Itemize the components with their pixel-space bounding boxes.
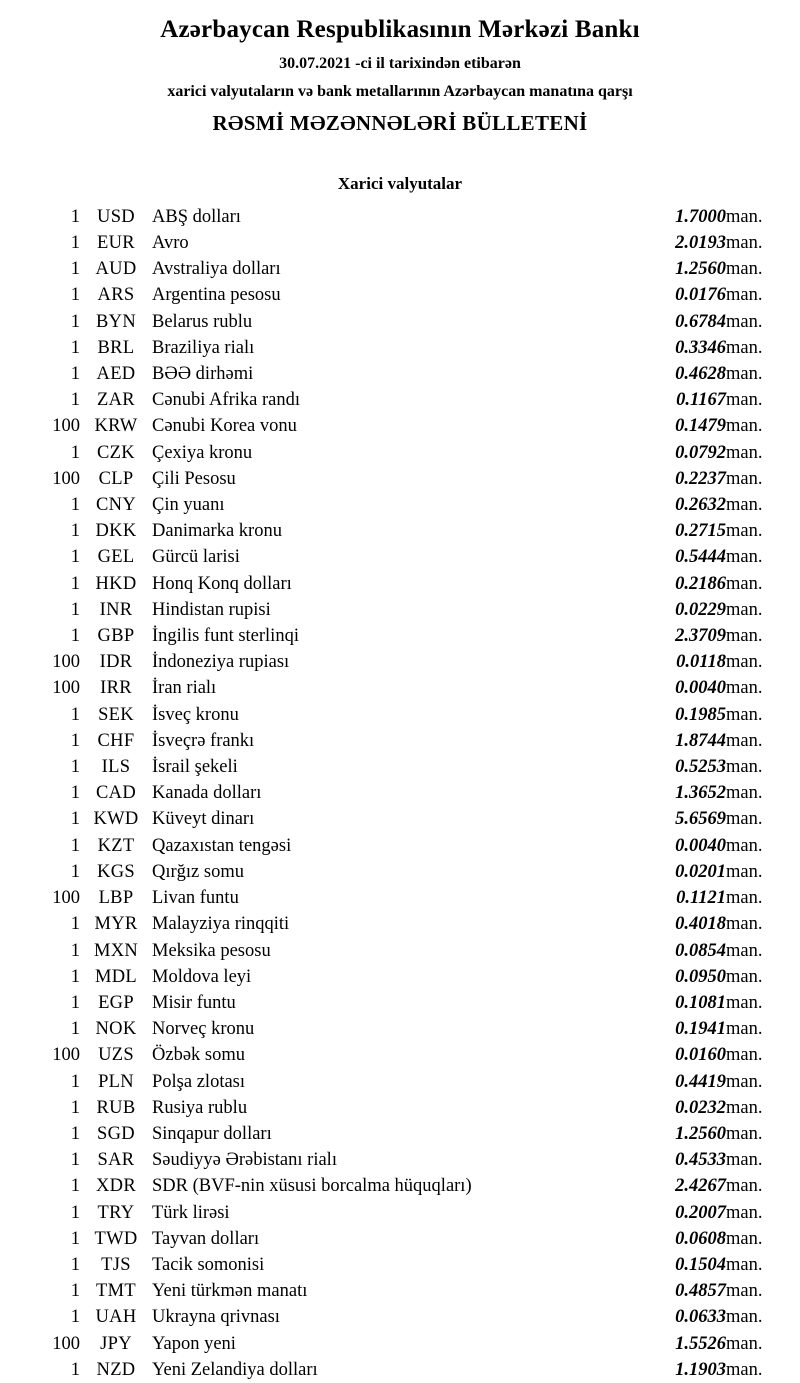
currency-quantity: 1 <box>70 599 80 620</box>
currency-name: Belarus rublu <box>152 311 253 332</box>
currency-code: CLP <box>98 468 134 489</box>
currency-code: ZAR <box>97 390 135 411</box>
table-row <box>20 1304 780 1330</box>
currency-quantity: 1 <box>70 311 80 332</box>
currency-quantity: 1 <box>70 1071 80 1092</box>
currency-name: Polşa zlotası <box>152 1071 246 1092</box>
currency-rate-unit: man. <box>726 547 763 568</box>
table-row <box>20 702 780 728</box>
currency-code: KZT <box>97 835 135 856</box>
currency-rate-unit: man. <box>726 390 763 411</box>
currency-rate-value: 0.2237 <box>675 468 726 489</box>
currency-quantity: 1 <box>70 442 80 463</box>
currency-rate-value: 0.0792 <box>675 442 726 463</box>
currency-code: BYN <box>96 311 136 332</box>
currency-name: Meksika pesosu <box>152 940 271 961</box>
currency-quantity: 1 <box>70 1019 80 1040</box>
currency-rate-unit: man. <box>726 1254 763 1275</box>
currency-rate-value: 1.2560 <box>675 1123 726 1144</box>
currency-rate-unit: man. <box>726 1019 763 1040</box>
table-row <box>20 1147 780 1173</box>
currency-name: Qırğız somu <box>152 861 244 882</box>
currency-rate-unit: man. <box>726 1281 763 1302</box>
bank-name-title: Azərbaycan Respublikasının Mərkəzi Bankı <box>160 16 640 43</box>
currency-name: İran rialı <box>152 678 217 699</box>
currency-rate-unit: man. <box>726 1150 763 1171</box>
currency-rate-unit: man. <box>726 914 763 935</box>
currency-rate-unit: man. <box>726 966 763 987</box>
currency-rate-unit: man. <box>726 704 763 725</box>
currency-code: GBP <box>97 626 135 647</box>
currency-name: Livan funtu <box>152 888 239 909</box>
currency-code: LBP <box>98 888 134 909</box>
bulletin-title: RƏSMİ MƏZƏNNƏLƏRİ BÜLLETENİ <box>212 110 588 135</box>
table-row <box>20 911 780 937</box>
currency-rate-value: 1.3652 <box>675 783 726 804</box>
currency-rate-value: 0.0232 <box>675 1097 726 1118</box>
currency-code: TWD <box>94 1228 138 1249</box>
currency-code: BRL <box>97 337 135 358</box>
currency-name: Rusiya rublu <box>152 1097 248 1118</box>
currency-quantity: 1 <box>70 704 80 725</box>
currency-rate-unit: man. <box>726 809 763 830</box>
currency-rate-unit: man. <box>726 1176 763 1197</box>
currency-rate-value: 0.1167 <box>676 390 726 411</box>
currency-name: Gürcü larisi <box>152 547 240 568</box>
table-row <box>20 1200 780 1226</box>
table-row <box>20 754 780 780</box>
currency-code: HKD <box>95 573 137 594</box>
currency-rate-value: 1.2560 <box>675 259 726 280</box>
currency-rate-unit: man. <box>726 652 763 673</box>
table-row <box>20 1069 780 1095</box>
currency-code: USD <box>97 206 135 227</box>
currency-quantity: 1 <box>70 364 80 385</box>
currency-quantity: 100 <box>52 652 80 673</box>
currency-rate-unit: man. <box>726 835 763 856</box>
currency-name: Kanada dolları <box>152 783 262 804</box>
currency-code: DKK <box>95 521 137 542</box>
currency-quantity: 1 <box>70 390 80 411</box>
currency-rate-unit: man. <box>726 1202 763 1223</box>
currency-rate-unit: man. <box>726 468 763 489</box>
table-row <box>20 938 780 964</box>
currency-rate-unit: man. <box>726 992 763 1013</box>
table-row <box>20 413 780 439</box>
table-row <box>20 1252 780 1278</box>
table-row <box>20 859 780 885</box>
exchange-rates-table <box>20 204 780 1383</box>
currency-rate-value: 0.1504 <box>675 1254 726 1275</box>
table-row <box>20 1331 780 1357</box>
table-row <box>20 1121 780 1147</box>
currency-rate-value: 0.1121 <box>676 888 726 909</box>
currency-quantity: 1 <box>70 1176 80 1197</box>
currency-rate-unit: man. <box>726 285 763 306</box>
currency-name: Misir funtu <box>152 992 236 1013</box>
currency-rate-value: 0.0176 <box>675 285 726 306</box>
currency-rate-value: 2.0193 <box>675 233 726 254</box>
currency-quantity: 100 <box>52 1333 80 1354</box>
currency-code: TMT <box>96 1281 136 1302</box>
currency-rate-unit: man. <box>726 1307 763 1328</box>
currency-name: Çili Pesosu <box>152 468 236 489</box>
currency-rate-value: 0.4533 <box>675 1150 726 1171</box>
currency-quantity: 1 <box>70 259 80 280</box>
currency-rate-unit: man. <box>726 1097 763 1118</box>
currency-rate-value: 0.0040 <box>675 678 726 699</box>
currency-quantity: 1 <box>70 626 80 647</box>
table-row <box>20 387 780 413</box>
currency-quantity: 1 <box>70 1150 80 1171</box>
currency-quantity: 100 <box>52 416 80 437</box>
table-row <box>20 1042 780 1068</box>
currency-name: Küveyt dinarı <box>152 809 255 830</box>
table-row <box>20 544 780 570</box>
currency-code: KRW <box>94 416 138 437</box>
currency-rate-value: 0.0160 <box>675 1045 726 1066</box>
currency-rate-value: 0.0040 <box>675 835 726 856</box>
table-row <box>20 256 780 282</box>
currency-name: Türk lirəsi <box>152 1202 230 1223</box>
document-header <box>20 14 780 136</box>
table-row <box>20 780 780 806</box>
currency-code: INR <box>99 599 133 620</box>
currency-name: Yapon yeni <box>152 1333 236 1354</box>
currency-rate-unit: man. <box>726 678 763 699</box>
currency-code: XDR <box>96 1176 136 1197</box>
currency-code: CAD <box>96 783 136 804</box>
currency-rate-unit: man. <box>726 337 763 358</box>
table-row <box>20 335 780 361</box>
currency-code: UAH <box>95 1307 137 1328</box>
currency-rate-value: 0.0950 <box>675 966 726 987</box>
currency-rate-unit: man. <box>726 573 763 594</box>
currency-code: CHF <box>97 730 135 751</box>
currency-rate-unit: man. <box>726 233 763 254</box>
table-row <box>20 309 780 335</box>
currency-code: KWD <box>93 809 139 830</box>
table-row <box>20 440 780 466</box>
currency-code: MDL <box>94 966 137 987</box>
currency-name: Tayvan dolları <box>152 1228 260 1249</box>
table-row <box>20 964 780 990</box>
table-row <box>20 833 780 859</box>
currency-rate-value: 0.1081 <box>675 992 726 1013</box>
currency-quantity: 1 <box>70 206 80 227</box>
currency-code: EGP <box>98 992 134 1013</box>
currency-name: Qazaxıstan tengəsi <box>152 835 292 856</box>
table-row <box>20 675 780 701</box>
currency-name: Braziliya rialı <box>152 337 255 358</box>
currency-rate-unit: man. <box>726 783 763 804</box>
currency-rate-value: 0.5253 <box>675 757 726 778</box>
currency-quantity: 1 <box>70 861 80 882</box>
table-row <box>20 230 780 256</box>
currency-name: Avstraliya dolları <box>152 259 281 280</box>
currency-code: GEL <box>97 547 135 568</box>
currency-name: İndoneziya rupiası <box>152 652 290 673</box>
currency-rate-value: 0.1479 <box>675 416 726 437</box>
table-row <box>20 282 780 308</box>
currency-name: Çin yuanı <box>152 495 225 516</box>
currency-name: Malayziya rinqqiti <box>152 914 290 935</box>
currency-quantity: 1 <box>70 1202 80 1223</box>
currency-rate-unit: man. <box>726 888 763 909</box>
table-row <box>20 518 780 544</box>
currency-rate-unit: man. <box>726 1333 763 1354</box>
currency-rate-unit: man. <box>726 206 763 227</box>
currency-name: Honq Konq dolları <box>152 573 292 594</box>
table-row <box>20 806 780 832</box>
currency-quantity: 100 <box>52 678 80 699</box>
currency-rate-unit: man. <box>726 311 763 332</box>
currency-rate-unit: man. <box>726 1359 763 1380</box>
currency-name: İsveç kronu <box>152 704 239 725</box>
currency-code: CZK <box>97 442 135 463</box>
currency-quantity: 1 <box>70 521 80 542</box>
currency-quantity: 1 <box>70 992 80 1013</box>
currency-rate-unit: man. <box>726 940 763 961</box>
currency-code: ILS <box>101 757 131 778</box>
currency-name: Çexiya kronu <box>152 442 253 463</box>
currency-code: RUB <box>96 1097 136 1118</box>
currency-quantity: 1 <box>70 337 80 358</box>
currency-code: MYR <box>94 914 138 935</box>
currency-code: SAR <box>97 1150 135 1171</box>
currency-code: IDR <box>99 652 133 673</box>
currency-name: ABŞ dolları <box>152 206 241 227</box>
currency-rate-value: 0.4857 <box>675 1281 726 1302</box>
currency-rate-unit: man. <box>726 599 763 620</box>
section-title-foreign-currencies: Xarici valyutalar <box>337 173 463 193</box>
currency-name: Cənubi Korea vonu <box>152 416 297 437</box>
currency-quantity: 1 <box>70 495 80 516</box>
currency-code: SEK <box>98 704 134 725</box>
currency-quantity: 1 <box>70 285 80 306</box>
currency-rate-value: 0.0201 <box>675 861 726 882</box>
currency-rate-value: 0.4018 <box>675 914 726 935</box>
currency-quantity: 1 <box>70 757 80 778</box>
table-row <box>20 990 780 1016</box>
currency-name: Hindistan rupisi <box>152 599 271 620</box>
currency-quantity: 1 <box>70 1228 80 1249</box>
currency-code: TRY <box>97 1202 135 1223</box>
currency-rate-unit: man. <box>726 442 763 463</box>
currency-code: IRR <box>100 678 132 699</box>
currency-quantity: 100 <box>52 888 80 909</box>
currency-code: NOK <box>95 1019 137 1040</box>
currency-quantity: 1 <box>70 940 80 961</box>
effective-date-line: 30.07.2021 -ci il tarixindən etibarən <box>279 55 521 73</box>
currency-code: UZS <box>98 1045 134 1066</box>
currency-name: SDR (BVF-nin xüsusi borcalma hüquqları) <box>152 1176 472 1197</box>
currency-rate-value: 1.1903 <box>675 1359 726 1380</box>
currency-quantity: 1 <box>70 783 80 804</box>
currency-quantity: 100 <box>52 468 80 489</box>
currency-name: BƏƏ dirhəmi <box>152 364 254 385</box>
currency-rate-value: 0.5444 <box>675 547 726 568</box>
currency-rate-value: 0.3346 <box>675 337 726 358</box>
currency-quantity: 1 <box>70 1281 80 1302</box>
currency-rate-value: 0.4628 <box>675 364 726 385</box>
currency-quantity: 1 <box>70 1123 80 1144</box>
currency-rate-unit: man. <box>726 364 763 385</box>
table-row <box>20 728 780 754</box>
currency-rate-unit: man. <box>726 1045 763 1066</box>
currency-quantity: 1 <box>70 914 80 935</box>
currency-code: JPY <box>100 1333 132 1354</box>
currency-code: MXN <box>93 940 139 961</box>
currency-rate-value: 2.4267 <box>675 1176 726 1197</box>
currency-code: KGS <box>97 861 135 882</box>
currency-quantity: 1 <box>70 730 80 751</box>
currency-name: Argentina pesosu <box>152 285 281 306</box>
table-row <box>20 361 780 387</box>
currency-name: Ukrayna qrivnası <box>152 1307 280 1328</box>
table-row <box>20 597 780 623</box>
currency-rate-value: 0.1985 <box>675 704 726 725</box>
currency-rate-value: 0.4419 <box>675 1071 726 1092</box>
currency-rate-unit: man. <box>726 730 763 751</box>
table-row <box>20 649 780 675</box>
table-row <box>20 1173 780 1199</box>
currency-code: ARS <box>97 285 135 306</box>
currency-name: Yeni Zelandiya dolları <box>152 1359 318 1380</box>
currency-rate-value: 0.2186 <box>675 573 726 594</box>
currency-rate-unit: man. <box>726 495 763 516</box>
table-row <box>20 571 780 597</box>
currency-rate-unit: man. <box>726 757 763 778</box>
currency-rate-value: 1.8744 <box>675 730 726 751</box>
currency-rate-value: 0.2007 <box>675 1202 726 1223</box>
currency-quantity: 1 <box>70 233 80 254</box>
currency-code: PLN <box>98 1071 134 1092</box>
exchange-rates-body <box>20 204 780 1383</box>
table-row <box>20 1095 780 1121</box>
currency-code: SGD <box>97 1123 135 1144</box>
currency-rate-value: 1.7000 <box>675 206 726 227</box>
currency-quantity: 1 <box>70 547 80 568</box>
currency-name: Yeni türkmən manatı <box>152 1281 308 1302</box>
currency-rate-unit: man. <box>726 861 763 882</box>
currency-code: AUD <box>95 259 137 280</box>
currency-rate-value: 0.6784 <box>675 311 726 332</box>
table-row <box>20 1226 780 1252</box>
currency-rate-value: 0.0608 <box>675 1228 726 1249</box>
currency-name: Özbək somu <box>152 1045 245 1066</box>
currency-name: İsveçrə frankı <box>152 730 255 751</box>
currency-name: Tacik somonisi <box>152 1254 265 1275</box>
currency-rate-value: 0.2632 <box>675 495 726 516</box>
currency-quantity: 1 <box>70 835 80 856</box>
currency-code: CNY <box>96 495 136 516</box>
currency-rate-unit: man. <box>726 626 763 647</box>
currency-code: AED <box>96 364 136 385</box>
currency-quantity: 1 <box>70 1254 80 1275</box>
currency-rate-unit: man. <box>726 259 763 280</box>
table-row <box>20 466 780 492</box>
table-row <box>20 885 780 911</box>
currency-rate-value: 1.5526 <box>675 1333 726 1354</box>
currency-name: Moldova leyi <box>152 966 252 987</box>
currency-name: Norveç kronu <box>152 1019 255 1040</box>
table-row <box>20 492 780 518</box>
table-row <box>20 1357 780 1383</box>
currency-rate-value: 2.3709 <box>675 626 726 647</box>
currency-rate-unit: man. <box>726 1071 763 1092</box>
currency-rate-value: 0.0633 <box>675 1307 726 1328</box>
currency-rate-value: 0.2715 <box>675 521 726 542</box>
currency-code: NZD <box>96 1359 136 1380</box>
table-row <box>20 1016 780 1042</box>
currency-name: Cənubi Afrika randı <box>152 390 300 411</box>
currency-rate-unit: man. <box>726 416 763 437</box>
currency-name: İsrail şekeli <box>152 757 238 778</box>
currency-code: EUR <box>97 233 135 254</box>
currency-rate-unit: man. <box>726 521 763 542</box>
document-subtitle: xarici valyutaların və bank metallarının Azərbaycan manatına qarşı <box>167 83 633 101</box>
currency-rate-value: 0.0229 <box>675 599 726 620</box>
currency-rate-unit: man. <box>726 1228 763 1249</box>
currency-rate-unit: man. <box>726 1123 763 1144</box>
currency-quantity: 100 <box>52 1045 80 1066</box>
table-row <box>20 623 780 649</box>
currency-quantity: 1 <box>70 1359 80 1380</box>
currency-name: Sinqapur dolları <box>152 1123 272 1144</box>
table-row <box>20 1278 780 1304</box>
table-row <box>20 204 780 230</box>
currency-name: Danimarka kronu <box>152 521 282 542</box>
currency-rate-value: 0.1941 <box>675 1019 726 1040</box>
currency-quantity: 1 <box>70 573 80 594</box>
currency-quantity: 1 <box>70 1307 80 1328</box>
currency-name: Səudiyyə Ərəbistanı rialı <box>152 1150 337 1171</box>
currency-rate-value: 0.0854 <box>675 940 726 961</box>
currency-code: TJS <box>101 1254 131 1275</box>
currency-rate-value: 0.0118 <box>676 652 726 673</box>
currency-quantity: 1 <box>70 1097 80 1118</box>
currency-quantity: 1 <box>70 966 80 987</box>
currency-name: Avro <box>152 233 189 254</box>
currency-rate-value: 5.6569 <box>675 809 726 830</box>
currency-quantity: 1 <box>70 809 80 830</box>
currency-name: İngilis funt sterlinqi <box>152 626 299 647</box>
